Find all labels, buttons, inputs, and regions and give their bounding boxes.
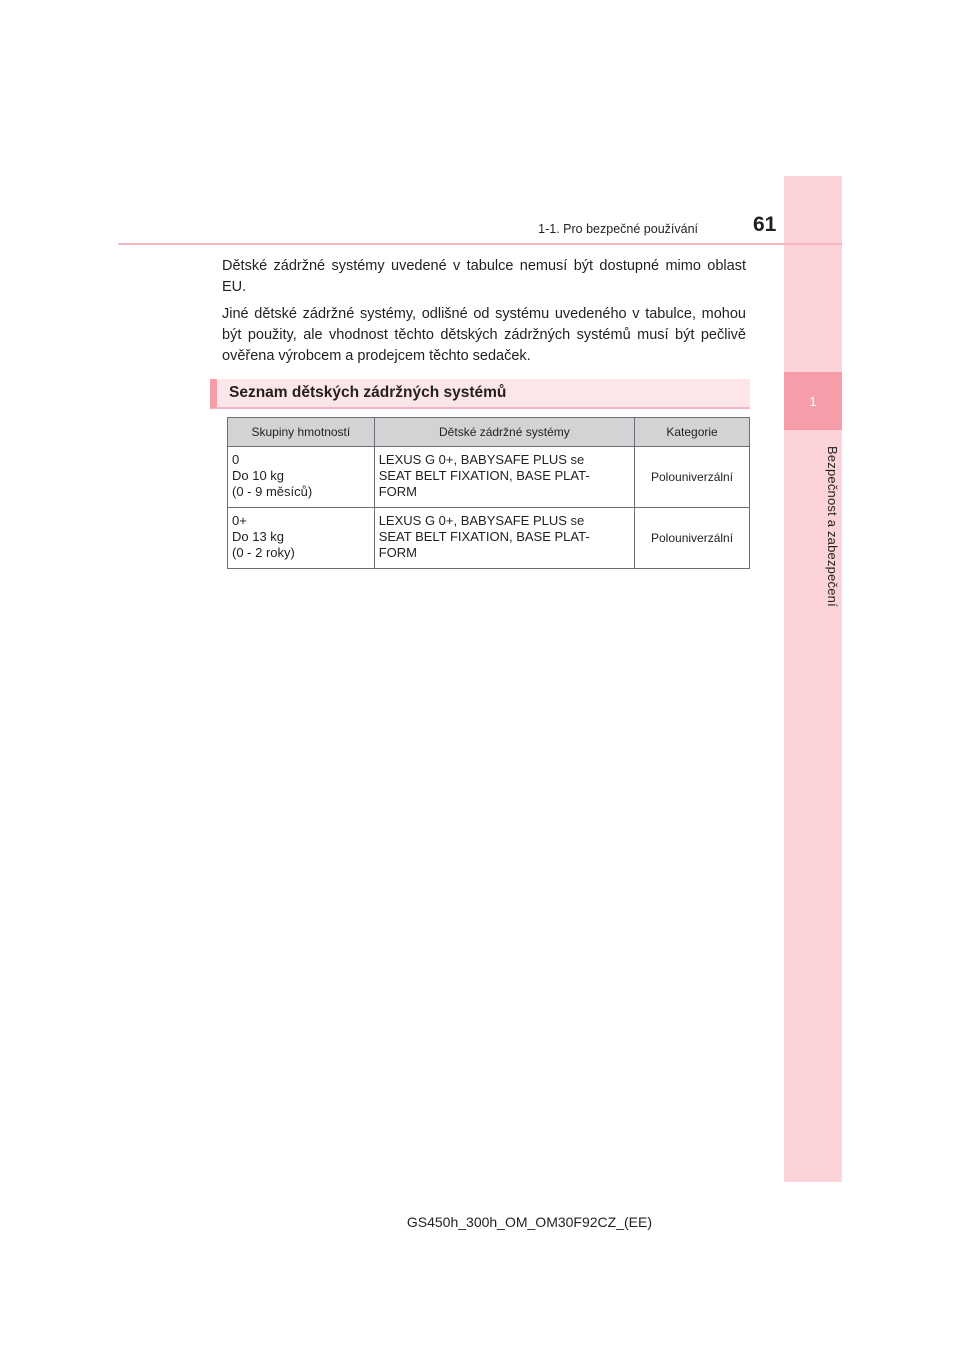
table-header-row <box>228 418 750 447</box>
header-section-label: 1-1. Pro bezpečné používání <box>538 222 698 236</box>
chapter-side-tab <box>784 176 842 1182</box>
child-restraint-table <box>227 417 750 569</box>
weight-group-cell <box>228 447 375 508</box>
group-code: 0+ <box>232 513 247 528</box>
group-code: 0 <box>232 452 240 467</box>
category-cell: Polouniverzální <box>635 508 750 569</box>
group-age: (0 - 9 měsíců) <box>232 484 313 499</box>
header-category: Kategorie <box>635 418 750 447</box>
restraint-systems-cell <box>374 447 634 508</box>
restraint-systems-cell <box>374 508 634 569</box>
header-restraint-systems: Dětské zádržné systémy <box>374 418 634 447</box>
chapter-title: Bezpečnost a zabezpečení <box>825 446 840 607</box>
header-weight-group: Skupiny hmotností <box>228 418 375 447</box>
category-cell: Polouniverzální <box>635 447 750 508</box>
table-row <box>228 447 750 508</box>
group-weight: Do 10 kg <box>232 468 285 483</box>
group-age: (0 - 2 roky) <box>232 545 295 560</box>
paragraph-other-systems: Jiné dětské zádržné systémy, odlišné od systému uvedeného v tabulce, mohou být použity, ale vhodnost těchto dětských zádržných systémů musí být pečlivě ověřena výrobcem a prodejcem těchto sedaček. <box>222 306 746 364</box>
systems-line: SEAT BELT FIXATION, BASE PLAT- <box>378 529 590 544</box>
chapter-number: 1 <box>809 393 817 409</box>
paragraph-availability: Dětské zádržné systémy uvedené v tabulce nemusí být dostupné mimo oblast EU. <box>222 258 746 295</box>
header-divider <box>118 243 842 245</box>
group-weight: Do 13 kg <box>232 529 285 544</box>
systems-line: FORM <box>378 484 417 499</box>
table-row <box>228 508 750 569</box>
footer-document-code: GS450h_300h_OM_OM30F92CZ_(EE) <box>406 1214 652 1230</box>
page-number: 61 <box>753 213 777 236</box>
systems-line: LEXUS G 0+, BABYSAFE PLUS se <box>378 513 585 528</box>
systems-line: LEXUS G 0+, BABYSAFE PLUS se <box>378 452 585 467</box>
weight-group-cell <box>228 508 375 569</box>
section-heading-bar <box>210 379 750 409</box>
systems-line: FORM <box>378 545 417 560</box>
section-title: Seznam dětských zádržných systémů <box>229 384 507 401</box>
chapter-number-box <box>784 372 842 430</box>
systems-line: SEAT BELT FIXATION, BASE PLAT- <box>378 468 590 483</box>
